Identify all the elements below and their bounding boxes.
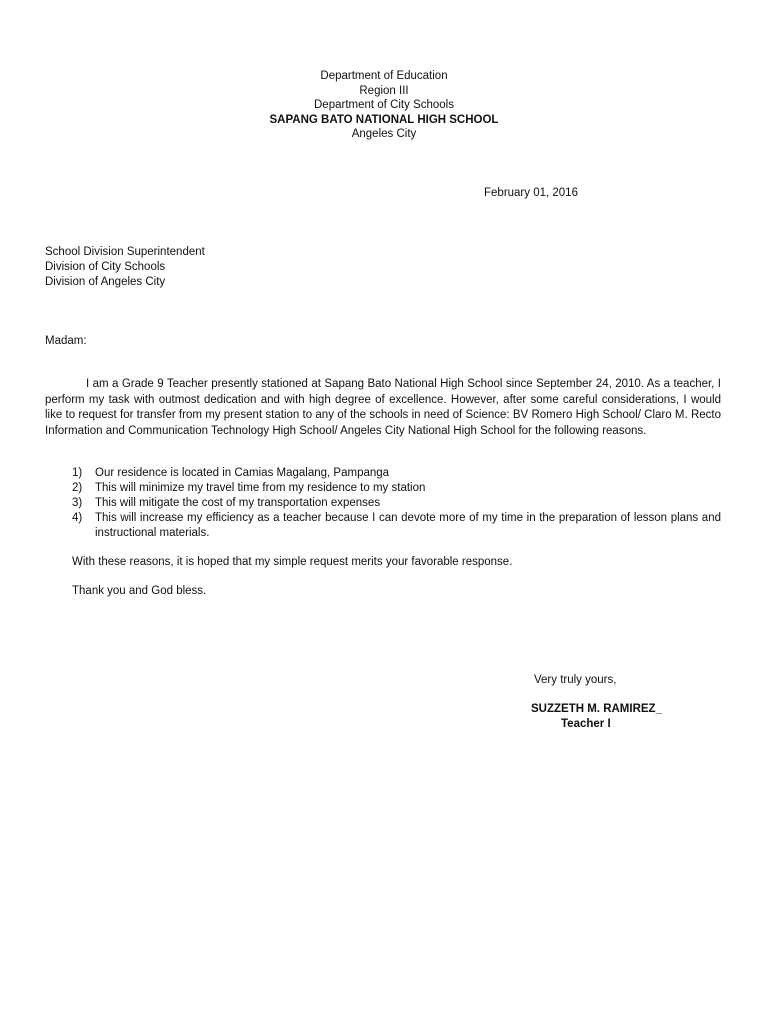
letter-date: February 01, 2016 (484, 187, 578, 199)
recipient-line-2: Division of City Schools (45, 261, 166, 273)
reason-number: 1) (72, 467, 83, 479)
recipient-line-3: Division of Angeles City (45, 276, 166, 288)
letterhead-division: Department of City Schools (314, 99, 454, 111)
closing-paragraph: With these reasons, it is hoped that my simple request merits your favorable response. (72, 556, 513, 568)
signer-title: Teacher I (561, 718, 611, 730)
reason-text: This will minimize my travel time from my residence to my station (95, 482, 426, 494)
reason-item (45, 511, 721, 541)
salutation: Madam: (45, 335, 87, 347)
signer-name: SUZZETH M. RAMIREZ_ (531, 703, 662, 715)
reason-text: This will mitigate the cost of my transportation expenses (95, 497, 381, 509)
recipient-address (45, 245, 205, 290)
reason-text: This will increase my efficiency as a teacher because I can devote more of my time in the preparation of lesson plans and instructional materials. (95, 512, 721, 539)
reason-item (45, 481, 721, 496)
valediction: Very truly yours, (534, 674, 617, 686)
reasons-list (45, 466, 721, 541)
letterhead-region: Region III (359, 84, 409, 97)
body-paragraph: I am a Grade 9 Teacher presently stationed at Sapang Bato National High School since September 24, 2010. As a teacher, I perform my task with outmost dedication and with high degree of excellence. However, after some careful considerations, I would like to request for transfer from my present station to any of the schools in need of Science: BV Romero High School/ Claro M. Recto Information and Communication Technology High School/ Angeles City National High School for the following reasons. (45, 378, 721, 437)
letterhead-city: Angeles City (351, 128, 417, 140)
recipient-line-1: School Division Superintendent (45, 246, 205, 258)
reason-number: 3) (72, 497, 83, 509)
thanks-line: Thank you and God bless. (72, 585, 207, 597)
reason-item (45, 496, 721, 511)
letterhead-department: Department of Education (320, 70, 448, 82)
reason-text: Our residence is located in Camias Magalang, Pampanga (95, 467, 390, 479)
reason-number: 4) (72, 512, 83, 524)
reason-number: 2) (72, 482, 83, 494)
letterhead (0, 69, 768, 142)
reason-item (45, 466, 721, 481)
letterhead-school-name: SAPANG BATO NATIONAL HIGH SCHOOL (269, 113, 499, 126)
